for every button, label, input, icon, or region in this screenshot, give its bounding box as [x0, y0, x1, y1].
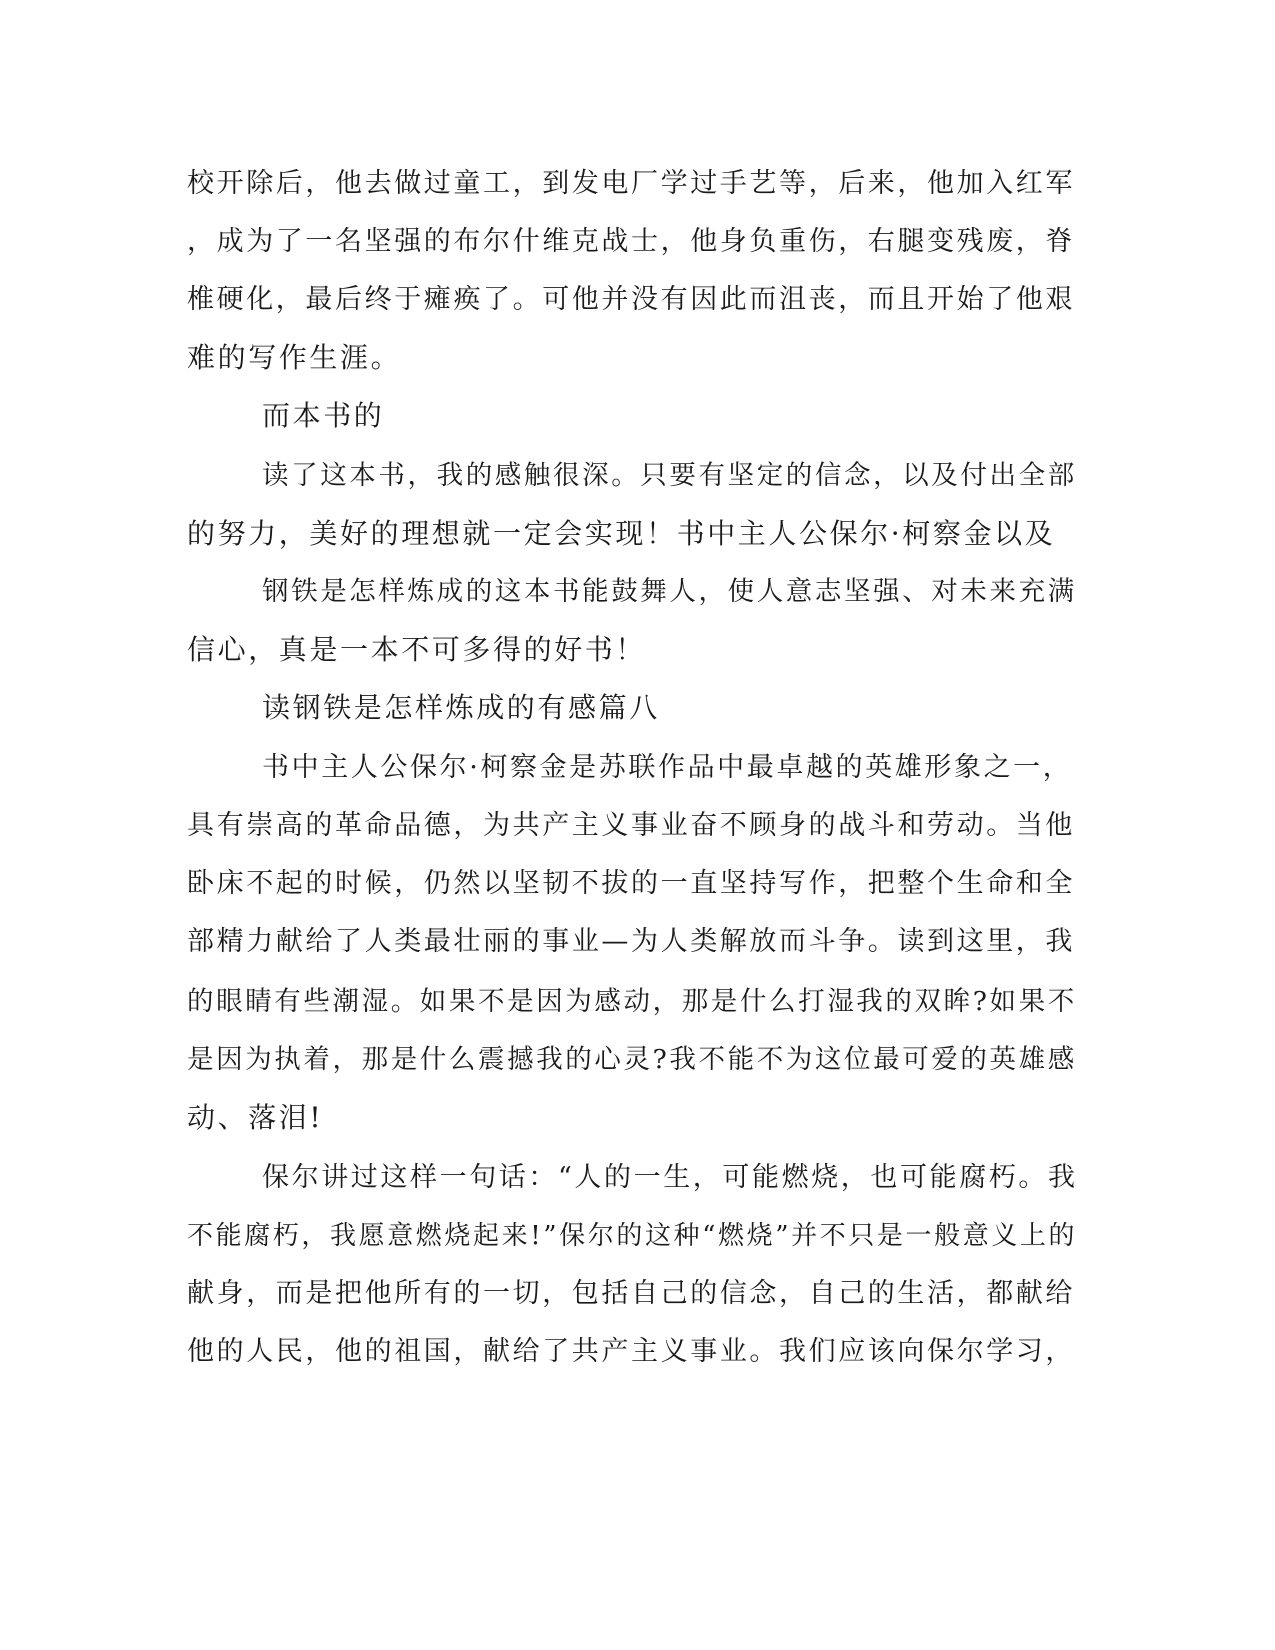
text-line: 的努力，美好的理想就一定会实现！书中主人公保尔·柯察金以及 — [187, 517, 1056, 550]
text-line: 动、落泪! — [187, 1101, 324, 1134]
text-line: 是因为执着，那是什么震撼我的心灵?我不能不为这位最可爱的英雄感 — [187, 1044, 1077, 1075]
text-line: 钢铁是怎样炼成的这本书能鼓舞人，使人意志坚强、对未来充满 — [262, 576, 1077, 607]
text-line: 难的写作生涯。 — [187, 341, 402, 374]
text-line: ，成为了一名坚强的布尔什维克战士，他身负重伤，右腿变残废，脊 — [187, 226, 1075, 257]
text-line: 具有崇高的革命品德，为共产主义事业奋不顾身的战斗和劳动。当他 — [187, 810, 1075, 841]
text-line: 献身，而是把他所有的一切，包括自己的信念，自己的生活，都献给 — [187, 1278, 1075, 1309]
text-line: 读了这本书，我的感触很深。只要有坚定的信念，以及付出全部 — [262, 460, 1077, 491]
text-line: 卧床不起的时候，仍然以坚韧不拔的一直坚持写作，把整个生命和全 — [187, 868, 1075, 899]
text-line: 椎硬化，最后终于瘫痪了。可他并没有因此而沮丧，而且开始了他艰 — [187, 284, 1075, 315]
text-line: 他的人民，他的祖国，献给了共产主义事业。我们应该向保尔学习， — [187, 1336, 1075, 1367]
text-line: 信心，真是一本不可多得的好书！ — [187, 633, 647, 666]
text-line: 保尔讲过这样一句话：“人的一生，可能燃烧，也可能腐朽。我 — [262, 1162, 1078, 1193]
text-line: 校开除后，他去做过童工，到发电厂学过手艺等，后来，他加入红军 — [187, 168, 1075, 199]
text-line: 书中主人公保尔·柯察金是苏联作品中最卓越的英雄形象之一， — [262, 752, 1073, 783]
text-line: 部精力献给了人类最壮丽的事业—为人类解放而斗争。读到这里，我 — [187, 926, 1075, 957]
text-line: 而本书的 — [262, 399, 385, 432]
text-line: 不能腐朽，我愿意燃烧起来!”保尔的这种“燃烧”并不只是一般意义上的 — [187, 1221, 1078, 1251]
text-line: 的眼睛有些潮湿。如果不是因为感动，那是什么打湿我的双眸?如果不 — [187, 986, 1077, 1017]
section-heading: 读钢铁是怎样炼成的有感篇八 — [262, 691, 660, 724]
